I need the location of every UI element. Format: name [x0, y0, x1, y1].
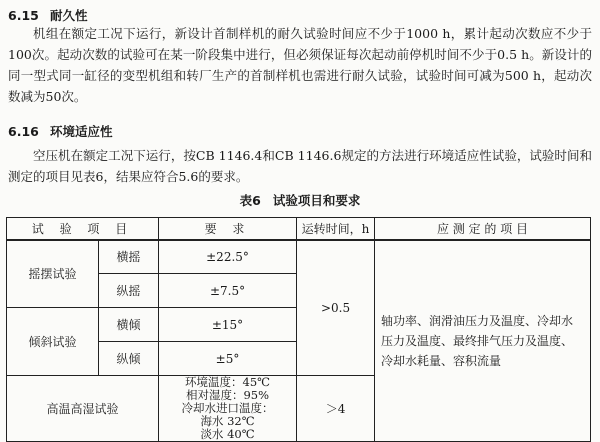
heat-run-time: ＞4 [297, 376, 375, 442]
section-title: 环境适应性 [50, 124, 113, 139]
sway-sub-label: 纵摇 [99, 274, 159, 308]
tilt-sub-label: 纵倾 [99, 342, 159, 376]
tilt-value: ±15° [159, 308, 297, 342]
paragraph-text: 机组在额定工况下运行，新设计首制样机的耐久试验时间应不少于1000 h，累计起动次数应不少于100次。起动次数的试验可在某一阶段集中进行，但必须保证每次起动前停机时间不少于0.5 h。新设计的同一型式同一缸径的变型机组和转厂生产的首制样机也需进行耐久试验，试验时间可减为500 h，起动次数减为50次。 [8, 26, 592, 104]
header-run-time: 运转时间，h [297, 218, 375, 240]
section-heading-6-15 [8, 6, 88, 24]
env-line: 冷却水进口温度： [181, 401, 274, 415]
heat-requirements [159, 376, 297, 442]
sway-sub-label: 横摇 [99, 240, 159, 274]
test-items-table [6, 217, 591, 442]
env-line: 海水 32℃ [200, 414, 255, 428]
table-number: 表6 [239, 193, 261, 208]
header-test-item: 试 验 项 目 [7, 218, 159, 240]
table-header-row [7, 218, 591, 240]
sway-value: ±22.5° [159, 240, 297, 274]
section-number: 6.15 [8, 8, 39, 23]
env-line: 淡水 40℃ [200, 427, 255, 441]
env-line: 环境温度：45℃ [185, 375, 271, 389]
section-number: 6.16 [8, 124, 39, 139]
section-heading-6-16 [8, 122, 113, 140]
section-paragraph-6-16 [8, 145, 592, 187]
measure-items-text: 轴功率、润滑油压力及温度、冷却水压力及温度、最终排气压力及温度、冷却水耗量、容积流量 [375, 240, 591, 442]
tilt-test-label: 倾斜试验 [7, 308, 99, 376]
env-line: 相对湿度：95% [185, 388, 270, 402]
sway-test-label: 摇摆试验 [7, 240, 99, 308]
section-title: 耐久性 [50, 8, 88, 23]
tilt-value: ±5° [159, 342, 297, 376]
paragraph-text: 空压机在额定工况下运行，按CB 1146.4和CB 1146.6规定的方法进行环境适应性试验，试验时间和测定的项目见表6，结果应符合5.6的要求。 [8, 148, 592, 184]
heat-test-label: 高温高湿试验 [7, 376, 159, 442]
tilt-sub-label: 横倾 [99, 308, 159, 342]
table-caption [0, 191, 600, 209]
section-paragraph-6-15 [8, 23, 592, 107]
header-measure-items: 应 测 定 的 项 目 [375, 218, 591, 240]
sway-value: ±7.5° [159, 274, 297, 308]
run-time-value: >0.5 [297, 240, 375, 376]
table-title: 试验项目和要求 [272, 193, 361, 208]
header-requirement: 要 求 [159, 218, 297, 240]
table-row [7, 240, 591, 274]
